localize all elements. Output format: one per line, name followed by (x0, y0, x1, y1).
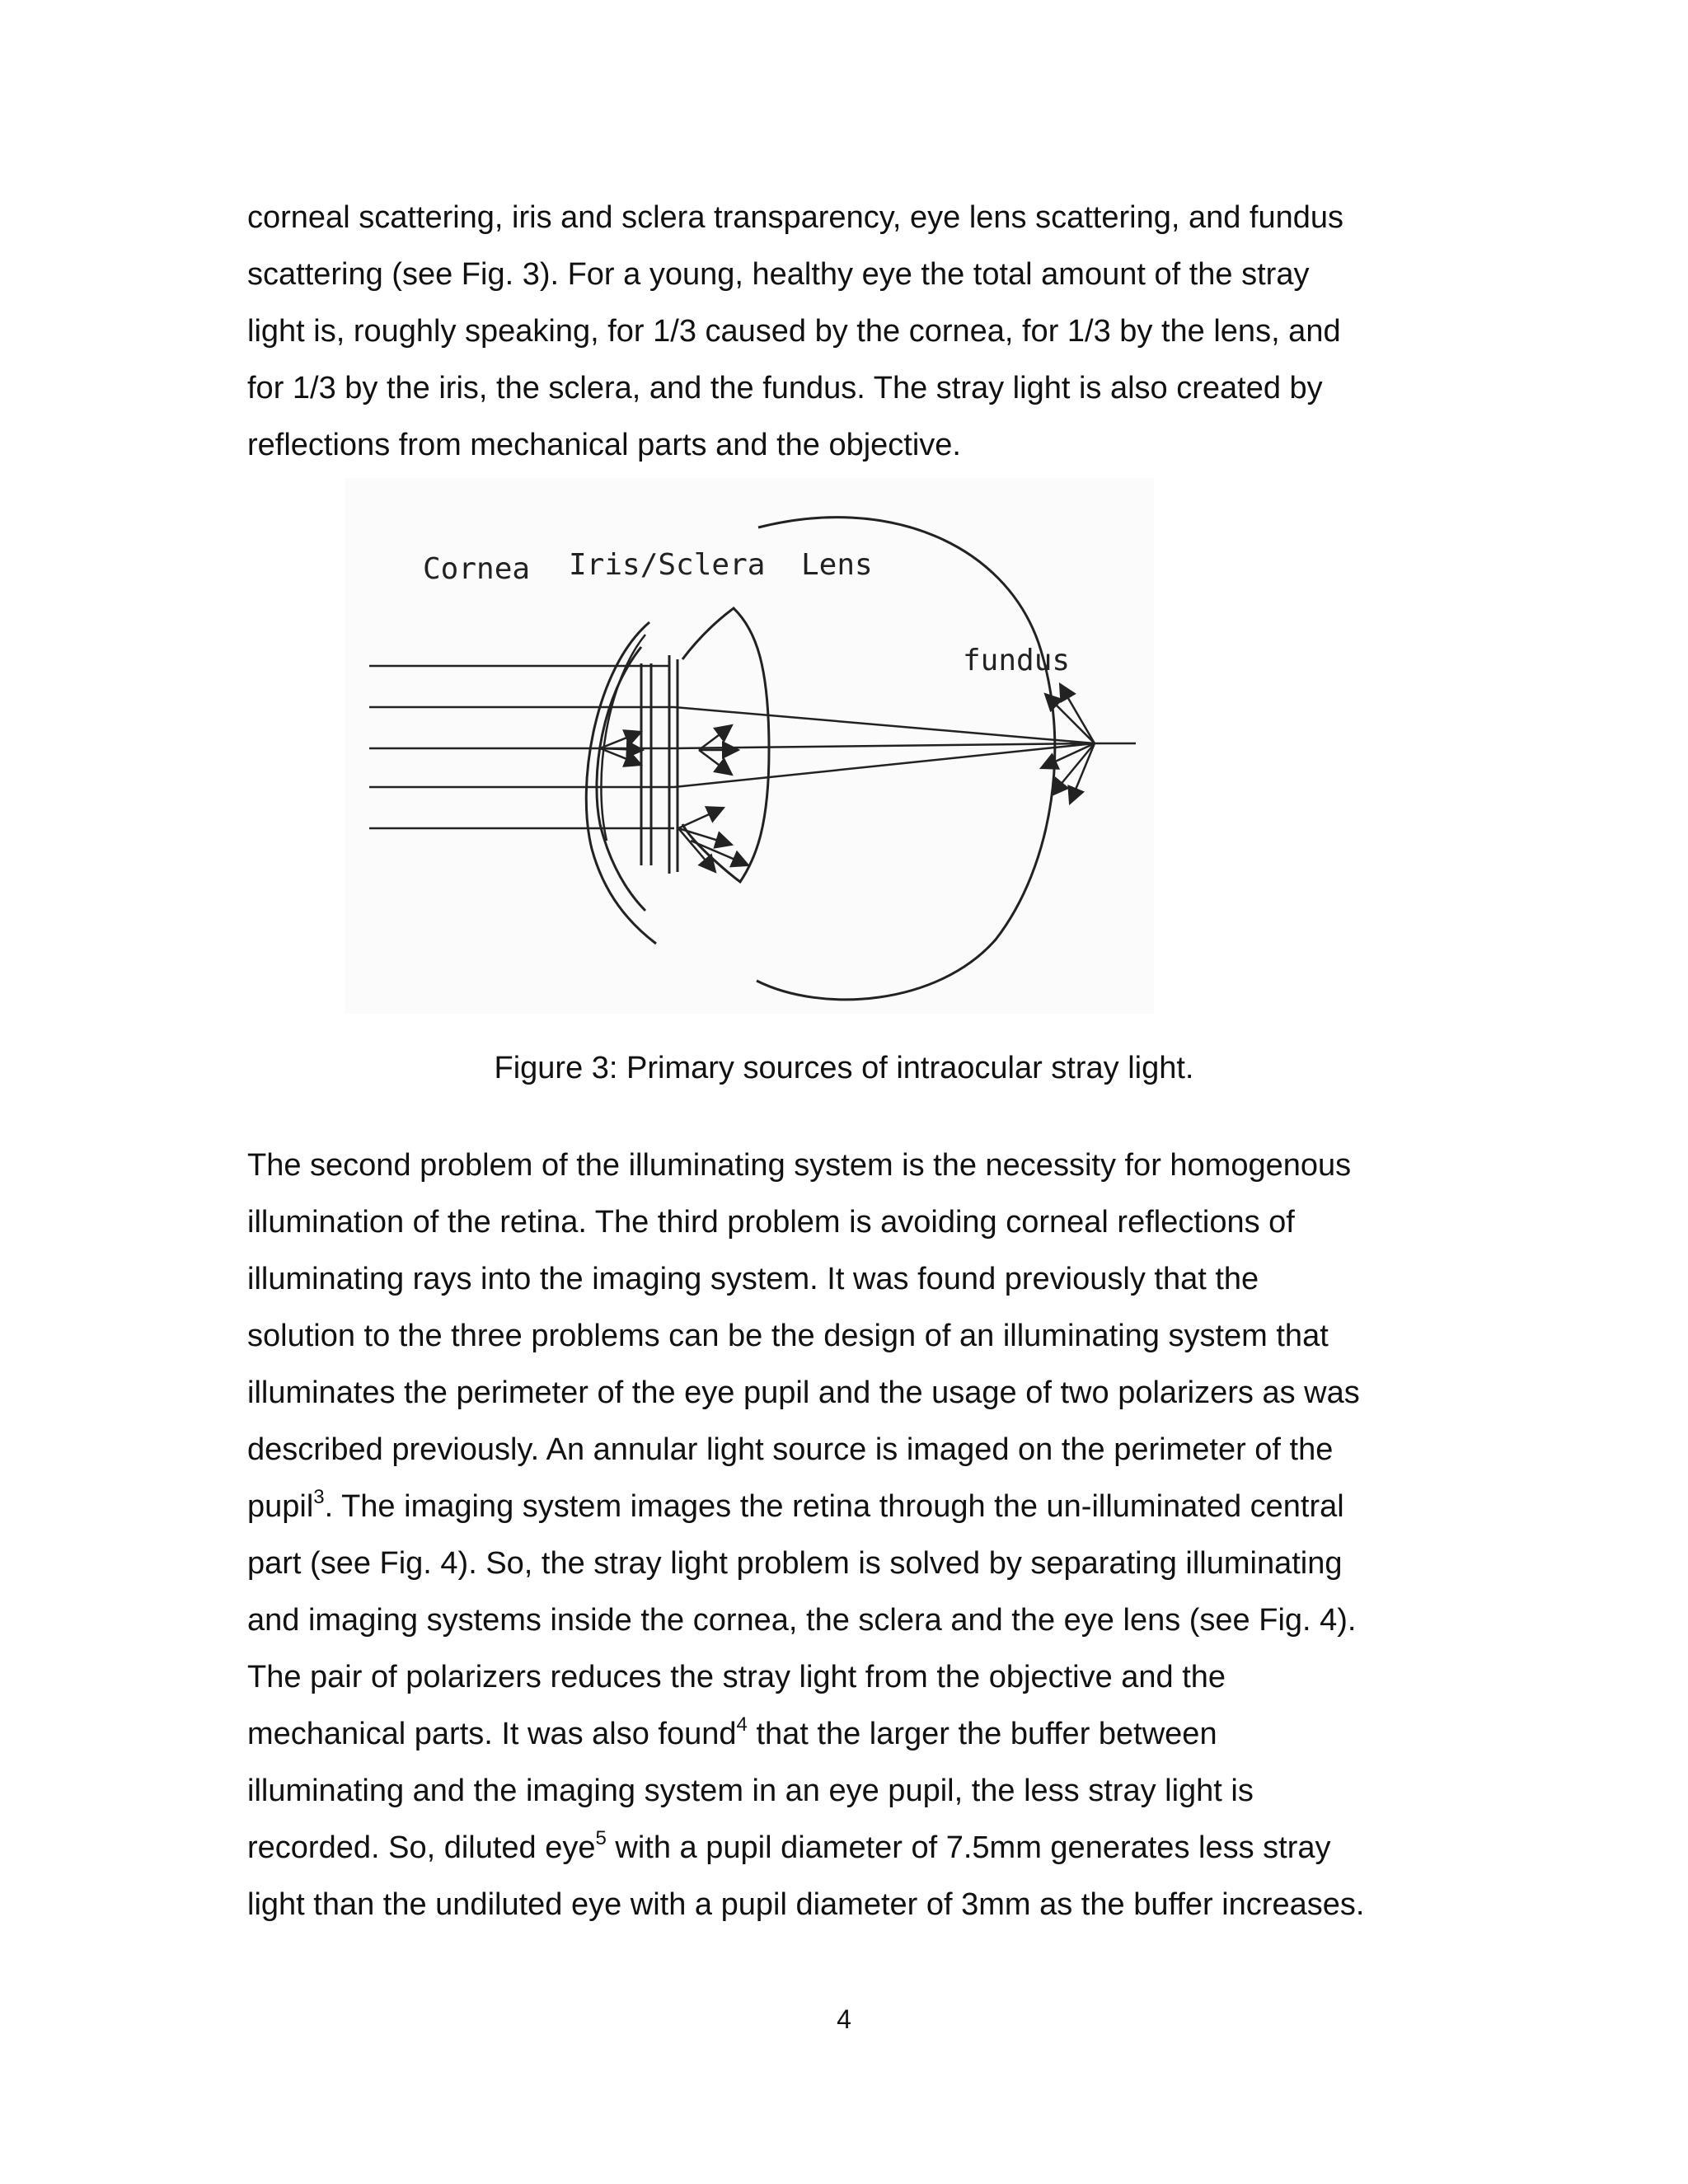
text-line: part (see Fig. 4). So, the stray light problem is solved by separating illuminating (247, 1546, 1343, 1581)
text-fragment: with a pupil diameter of 7.5mm generates less stray (606, 1830, 1331, 1865)
text-fragment: recorded. So, diluted eye (247, 1830, 596, 1865)
text-line: illuminating and the imaging system in an eye pupil, the less stray light is (247, 1774, 1254, 1808)
paragraph-stray-light-sources (247, 190, 1467, 474)
label-fundus: fundus (963, 644, 1071, 677)
text-line: light than the undiluted eye with a pupil diameter of 3mm as the buffer increases. (247, 1887, 1365, 1922)
scatter-arrow (600, 748, 641, 765)
eyeball-outline (757, 518, 1055, 1000)
text-line: solution to the three problems can be the design of an illuminating system that (247, 1319, 1329, 1353)
figure-3-eye-diagram (345, 478, 1154, 1014)
text-line: for 1/3 by the iris, the sclera, and the fundus. The stray light is also created by (247, 371, 1323, 405)
text-line: illumination of the retina. The third problem is avoiding corneal reflections of (247, 1205, 1295, 1240)
label-lens: Lens (801, 548, 873, 582)
text-line: and imaging systems inside the cornea, the sclera and the eye lens (see Fig. 4). (247, 1603, 1357, 1638)
reference-superscript: 5 (595, 1827, 607, 1849)
text-line: corneal scattering, iris and sclera transparency, eye lens scattering, and fundus (247, 200, 1343, 235)
text-line: The second problem of the illuminating system is the necessity for homogenous (247, 1148, 1352, 1183)
text-line (247, 1706, 1467, 1763)
label-cornea: Cornea (423, 552, 531, 586)
text-line: described previously. An annular light source is imaged on the perimeter of the (247, 1432, 1334, 1467)
paragraph-illumination-problems (247, 1137, 1467, 1933)
lens-outline (682, 608, 769, 882)
scatter-arrow (699, 725, 732, 750)
reference-superscript: 3 (313, 1486, 325, 1508)
scatter-arrow (1052, 743, 1095, 795)
text-line (247, 1479, 1467, 1535)
text-line: illuminating rays into the imaging system. It was found previously that the (247, 1262, 1259, 1296)
scatter-arrow (699, 750, 732, 775)
text-fragment: pupil (247, 1489, 314, 1524)
scatter-arrow (678, 808, 724, 828)
converging-ray (674, 707, 1095, 743)
text-line: light is, roughly speaking, for 1/3 caused by the cornea, for 1/3 by the lens, and (247, 314, 1341, 349)
text-line: illuminates the perimeter of the eye pupil and the usage of two polarizers as was (247, 1376, 1360, 1410)
text-fragment: . The imaging system images the retina through the un-illuminated central (324, 1489, 1344, 1524)
text-fragment: that the larger the buffer between (747, 1717, 1217, 1751)
cornea-inner-arc (597, 647, 645, 911)
eye-stray-light-diagram (345, 478, 1154, 1014)
reference-superscript: 4 (736, 1713, 748, 1736)
figure-caption: Figure 3: Primary sources of intraocular stray light. (494, 1051, 1194, 1085)
label-iris-sclera: Iris/Sclera (569, 548, 766, 582)
converging-ray (674, 743, 1095, 748)
page-number: 4 (837, 2004, 851, 2034)
text-fragment: mechanical parts. It was also found (247, 1717, 737, 1751)
text-line: scattering (see Fig. 3). For a young, healthy eye the total amount of the stray (247, 257, 1310, 292)
text-line: The pair of polarizers reduces the stray light from the objective and the (247, 1660, 1226, 1694)
text-line: reflections from mechanical parts and the objective. (247, 428, 961, 462)
text-line (247, 1820, 1467, 1877)
